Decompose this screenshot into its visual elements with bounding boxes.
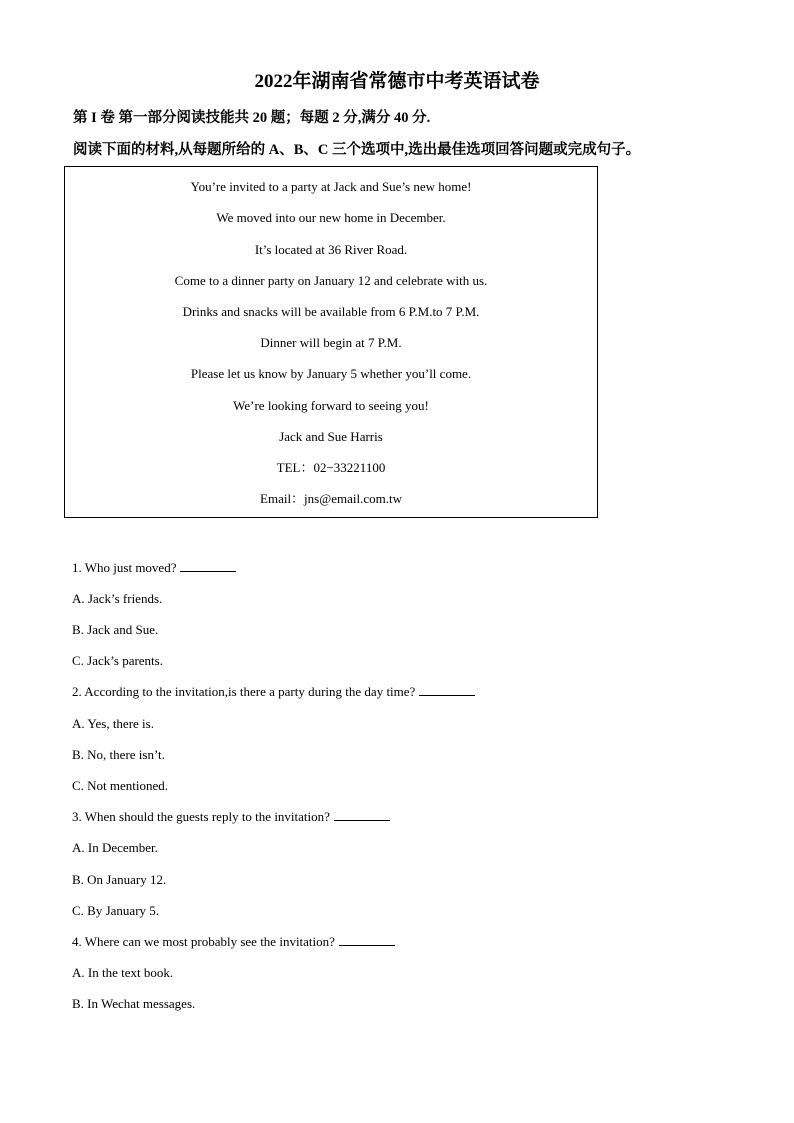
option-4a[interactable]: A. In the text book. [72,965,174,980]
invitation-email: Email：jns@email.com.tw [260,491,402,506]
question-1 [72,559,236,577]
invitation-line: Drinks and snacks will be available from 6 P.M.to 7 P.M. [182,304,480,319]
option-3c[interactable]: C. By January 5. [72,903,160,918]
invitation-line: We moved into our new home in December. [216,210,446,225]
option-3a[interactable]: A. In December. [72,840,158,855]
question-stem: 4. Where can we most probably see the invitation? [72,934,335,949]
section-header: 第 I 卷 第一部分阅读技能共 20 题；每题 2 分,满分 40 分. [73,110,431,126]
invitation-line: You’re invited to a party at Jack and Sue’s new home! [190,179,472,194]
option-3b[interactable]: B. On January 12. [72,872,167,887]
option-2c[interactable]: C. Not mentioned. [72,778,169,793]
option-1a[interactable]: A. Jack’s friends. [72,591,163,606]
option-1c[interactable]: C. Jack’s parents. [72,653,163,668]
answer-blank[interactable] [334,808,390,821]
option-4b[interactable]: B. In Wechat messages. [72,996,196,1011]
invitation-line: Dinner will begin at 7 P.M. [260,335,402,350]
page-title: 2022年湖南省常德市中考英语试卷 [254,71,540,92]
invitation-line: We’re looking forward to seeing you! [233,398,429,413]
option-1b[interactable]: B. Jack and Sue. [72,622,159,637]
invitation-box [64,166,598,518]
invitation-phone: TEL：02−33221100 [276,460,386,475]
question-stem: 3. When should the guests reply to the invitation? [72,809,330,824]
invitation-line: It’s located at 36 River Road. [254,242,408,257]
invitation-line: Please let us know by January 5 whether you’ll come. [190,366,472,381]
answer-blank[interactable] [419,683,475,696]
question-3 [72,808,390,826]
option-2a[interactable]: A. Yes, there is. [72,716,154,731]
option-2b[interactable]: B. No, there isn’t. [72,747,165,762]
question-4 [72,933,395,951]
invitation-signature: Jack and Sue Harris [279,429,383,444]
question-stem: 1. Who just moved? [72,560,177,575]
section-instruction: 阅读下面的材料,从每题所给的 A、B、C 三个选项中,选出最佳选项回答问题或完成句子。 [73,142,641,158]
answer-blank[interactable] [339,933,395,946]
invitation-line: Come to a dinner party on January 12 and celebrate with us. [174,273,488,288]
answer-blank[interactable] [180,559,236,572]
question-stem: 2. According to the invitation,is there a party during the day time? [72,684,416,699]
question-2 [72,683,475,701]
